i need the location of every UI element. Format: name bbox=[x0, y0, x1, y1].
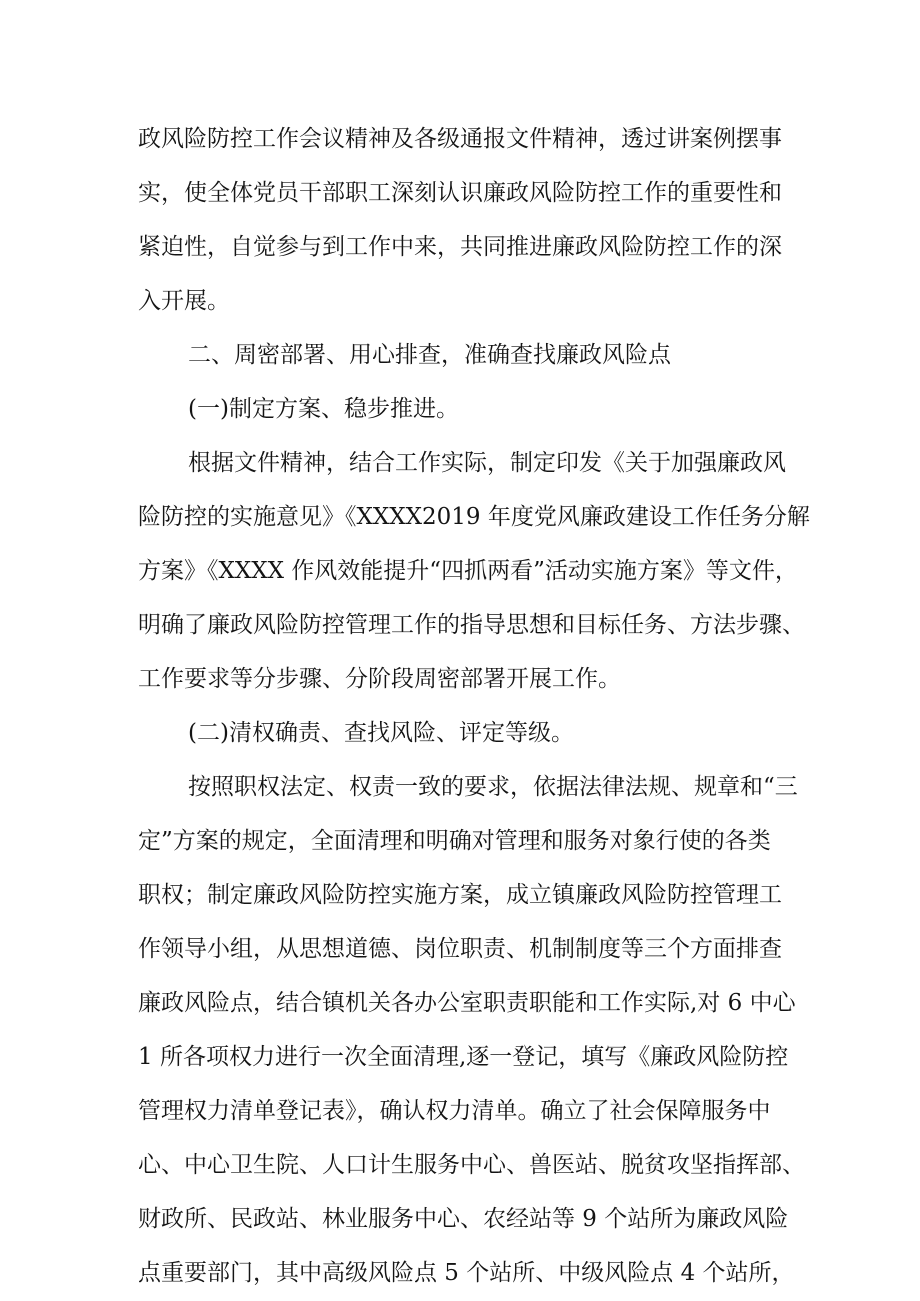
text-line-16: 作领导小组，从思想道德、岗位职责、机制制度等三个方面排查 bbox=[138, 936, 782, 962]
text-line-17: 廉政风险点，结合镇机关各办公室职责职能和工作实际,对 6 中心 bbox=[138, 990, 796, 1016]
text-line-20: 心、中心卫生院、人口计生服务中心、兽医站、脱贫攻坚指挥部、 bbox=[138, 1152, 805, 1178]
section-heading-2: 二、周密部署、用心排查，准确查找廉政风险点 bbox=[188, 342, 671, 368]
text-line-4: 入开展。 bbox=[138, 288, 230, 314]
text-line-15: 职权；制定廉政风险防控实施方案，成立镇廉政风险防控管理工 bbox=[138, 882, 782, 908]
text-line-22: 点重要部门，其中高级风险点 5 个站所、中级风险点 4 个站所， bbox=[138, 1260, 795, 1286]
text-line-1: 政风险防控工作会议精神及各级通报文件精神，透过讲案例摆事 bbox=[138, 126, 782, 152]
text-line-13: 按照职权法定、权责一致的要求，依据法律法规、规章和“三 bbox=[188, 774, 798, 800]
text-line-10: 明确了廉政风险防控管理工作的指导思想和目标任务、方法步骤、 bbox=[138, 612, 805, 638]
text-line-18: 1 所各项权力进行一次全面清理,逐一登记，填写《廉政风险防控 bbox=[138, 1044, 789, 1070]
text-line-21: 财政所、民政站、林业服务中心、农经站等 9 个站所为廉政风险 bbox=[138, 1206, 789, 1232]
text-line-11: 工作要求等分步骤、分阶段周密部署开展工作。 bbox=[138, 666, 621, 692]
text-line-3: 紧迫性，自觉参与到工作中来，共同推进廉政风险防控工作的深 bbox=[138, 234, 782, 260]
text-line-2: 实，使全体党员干部职工深刻认识廉政风险防控工作的重要性和 bbox=[138, 180, 782, 206]
text-line-8: 险防控的实施意见》《XXXX2019 年度党风廉政建设工作任务分解 bbox=[138, 504, 810, 530]
text-line-14: 定”方案的规定，全面清理和明确对管理和服务对象行使的各类 bbox=[138, 828, 771, 854]
text-line-19: 管理权力清单登记表》，确认权力清单。确立了社会保障服务中 bbox=[138, 1098, 771, 1124]
subheading-2: (二)清权确责、查找风险、评定等级。 bbox=[188, 720, 574, 746]
subheading-1: (一)制定方案、稳步推进。 bbox=[188, 396, 459, 422]
text-line-9: 方案》《XXXX 作风效能提升“四抓两看”活动实施方案》等文件， bbox=[138, 558, 798, 584]
text-line-7: 根据文件精神，结合工作实际，制定印发《关于加强廉政风 bbox=[188, 450, 786, 476]
